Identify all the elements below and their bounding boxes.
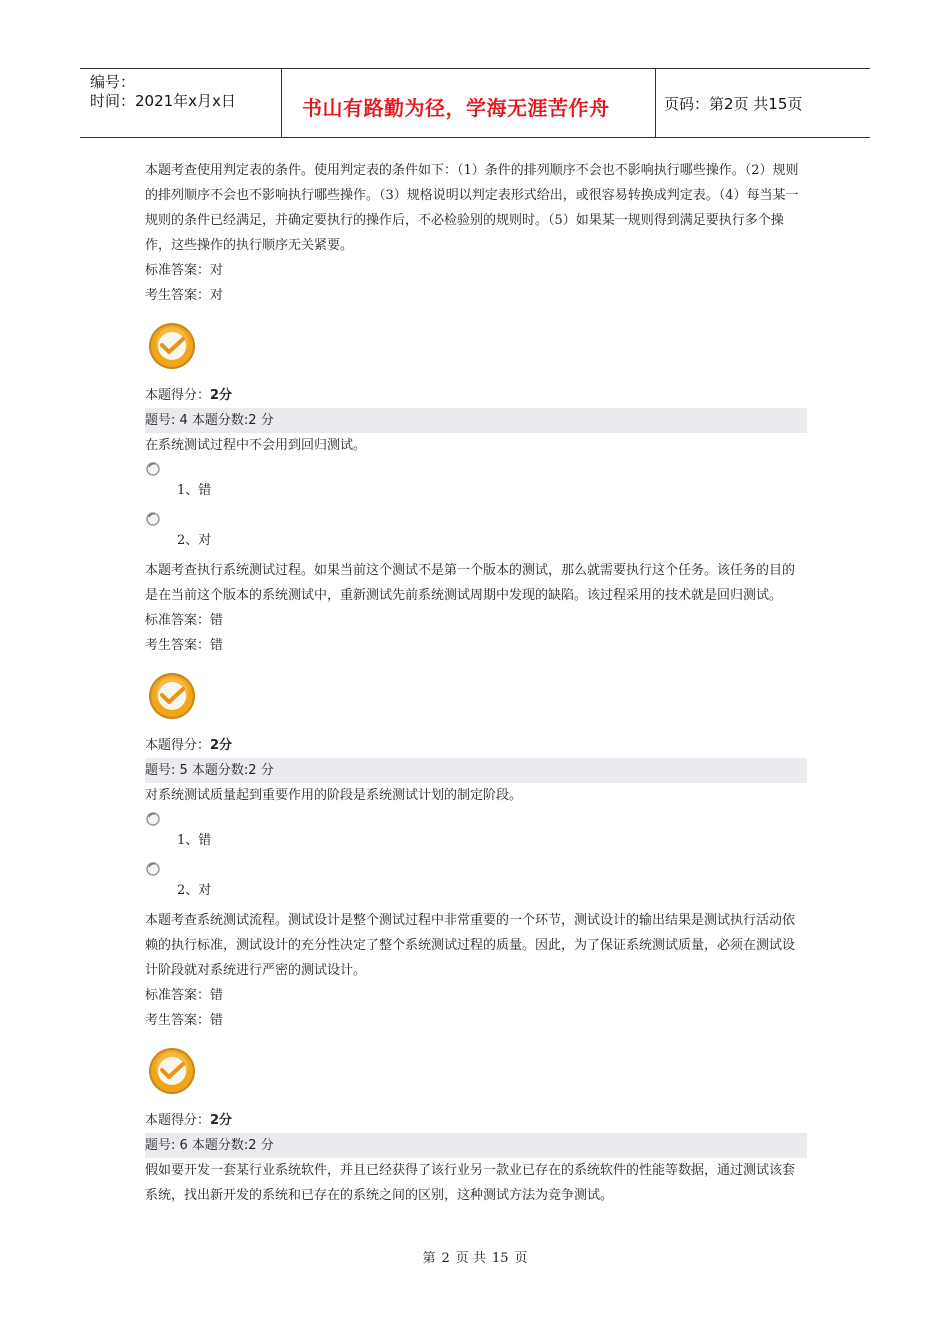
header-motto-cell (281, 69, 656, 137)
check-badge-icon (147, 671, 197, 721)
exam-content (145, 158, 807, 1208)
q6-header: 题号: 6 本题分数:2 分 (145, 1133, 807, 1158)
option-label: 2、对 (177, 533, 212, 548)
q5-score (145, 1108, 807, 1133)
score-label: 本题得分： (145, 388, 211, 403)
q3-score (145, 383, 807, 408)
q4-option-2[interactable] (145, 508, 807, 558)
q4-standard-answer: 标准答案：错 (145, 613, 224, 628)
footer-prefix: 第 (422, 1251, 436, 1266)
q5-student-answer: 考生答案：错 (145, 1013, 224, 1028)
radio-button-icon[interactable] (146, 512, 160, 526)
footer-total: 15 (491, 1251, 509, 1266)
q3-explanation: 本题考查使用判定表的条件。使用判定表的条件如下：（1）条件的排列顺序不会也不影响执行哪些操作。（2）规则的排列顺序不会也不影响执行哪些操作。（3）规格说明以判定表形式给出，或很容易转换成判定表。（4）每当某一规则的条件已经满足，并确定要执行的操作后，不必检验别的规则时。（5）如果某一规则得到满足要执行多个操作，这些操作的执行顺序无关紧要。 (145, 163, 799, 253)
check-badge-icon (147, 1046, 197, 1096)
q3-student-answer: 考生答案：对 (145, 288, 224, 303)
q4-student-answer: 考生答案：错 (145, 638, 224, 653)
date-label: 时间：2021年x月x日 (90, 92, 236, 110)
footer-page: 2 (441, 1251, 450, 1266)
score-label: 本题得分： (145, 738, 211, 753)
radio-button-icon[interactable] (146, 812, 160, 826)
q5-question: 对系统测试质量起到重要作用的阶段是系统测试计划的制定阶段。 (145, 788, 523, 803)
q3-standard-answer: 标准答案：对 (145, 263, 224, 278)
radio-button-icon[interactable] (146, 862, 160, 876)
header-page-cell (655, 69, 870, 137)
q5-explanation: 本题考查系统测试流程。测试设计是整个测试过程中非常重要的一个环节，测试设计的输出结果是测试执行活动依赖的执行标准，测试设计的充分性决定了整个系统测试过程的质量。因此，为了保证系统测试质量，必须在测试设计阶段就对系统进行严密的测试设计。 (145, 913, 796, 978)
option-label: 2、对 (177, 883, 212, 898)
q5-option-1[interactable] (145, 808, 807, 858)
option-label: 1、错 (177, 483, 212, 498)
page-footer (0, 1247, 950, 1266)
q6-question: 假如要开发一套某行业系统软件，并且已经获得了该行业另一款业已存在的系统软件的性能等数据，通过测试该套系统，找出新开发的系统和已存在的系统之间的区别，这种测试方法为竞争测试。 (145, 1163, 796, 1203)
page-header (80, 68, 870, 138)
q5-header: 题号: 5 本题分数:2 分 (145, 758, 807, 783)
q4-option-1[interactable] (145, 458, 807, 508)
score-value: 2分 (210, 1113, 233, 1128)
option-label: 1、错 (177, 833, 212, 848)
q4-explanation: 本题考查执行系统测试过程。如果当前这个测试不是第一个版本的测试，那么就需要执行这个任务。该任务的目的是在当前这个版本的系统测试中，重新测试先前系统测试周期中发现的缺陷。该过程采用的技术就是回归测试。 (145, 563, 796, 603)
motto: 书山有路勤为径，学海无涯苦作舟 (302, 96, 610, 120)
footer-mid: 页 共 (455, 1251, 486, 1266)
number-label: 编号： (90, 73, 136, 91)
check-badge-icon (147, 321, 197, 371)
q4-question: 在系统测试过程中不会用到回归测试。 (145, 438, 367, 453)
q4-header: 题号: 4 本题分数:2 分 (145, 408, 807, 433)
radio-button-icon[interactable] (146, 462, 160, 476)
score-value: 2分 (210, 738, 233, 753)
q4-score (145, 733, 807, 758)
footer-suffix: 页 (514, 1251, 528, 1266)
header-meta-cell (80, 69, 280, 137)
q5-standard-answer: 标准答案：错 (145, 988, 224, 1003)
page-number-label: 页码：第2页 共15页 (664, 95, 803, 113)
q5-option-2[interactable] (145, 858, 807, 908)
score-value: 2分 (210, 388, 233, 403)
score-label: 本题得分： (145, 1113, 211, 1128)
